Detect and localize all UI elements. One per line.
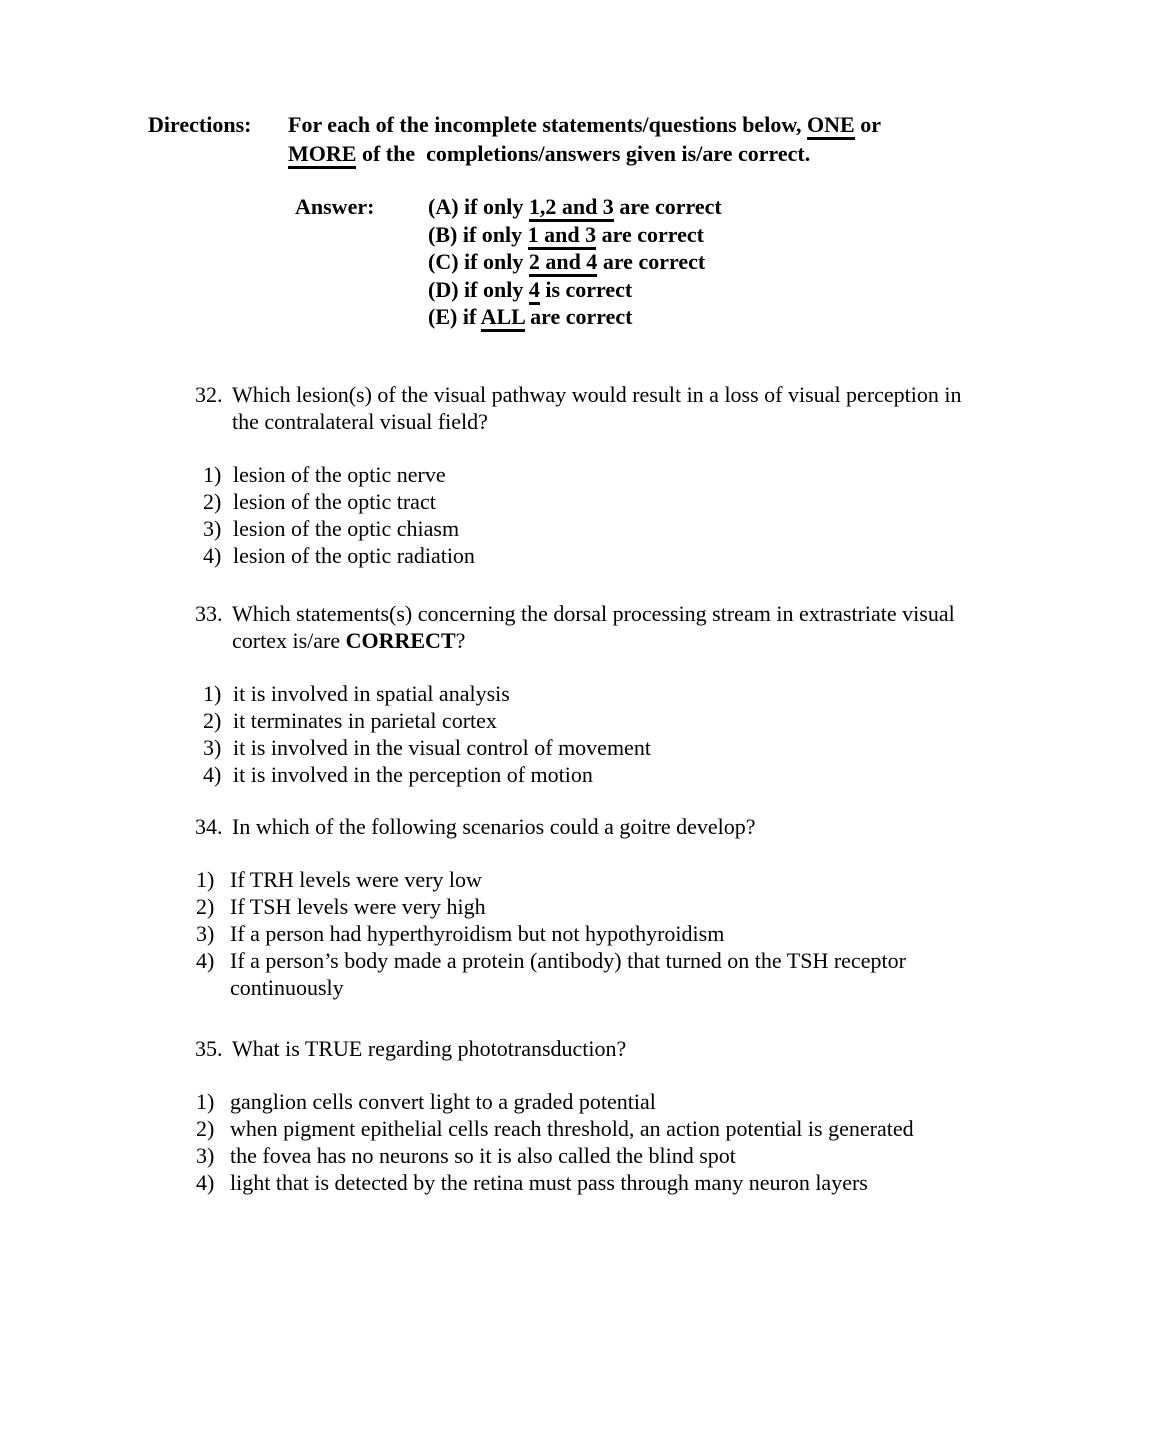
question-32 xyxy=(195,381,1035,569)
question-34-option-4 xyxy=(196,947,1035,1001)
answer-key-option-b xyxy=(428,221,722,249)
question-35-prompt xyxy=(232,1035,626,1062)
question-32-option-1 xyxy=(203,461,1035,488)
option-number: 2) xyxy=(203,708,222,733)
option-text: If TRH levels were very low xyxy=(230,867,482,892)
answer-key-option-d xyxy=(428,276,722,304)
option-text: If a person had hyperthyroidism but not hypothyroidism xyxy=(230,921,725,946)
question-32-heading xyxy=(195,381,1035,435)
answer-e-pre: (E) if xyxy=(428,304,481,329)
question-33-prompt-post: ? xyxy=(455,628,466,653)
option-text: lesion of the optic radiation xyxy=(233,543,475,568)
question-32-option-3 xyxy=(203,515,1035,542)
question-34-number: 34. xyxy=(195,814,223,839)
answer-e-underlined: ALL xyxy=(481,304,525,332)
option-text: the fovea has no neurons so it is also called the blind spot xyxy=(230,1143,736,1168)
answer-key-options xyxy=(428,193,722,331)
question-35-option-2 xyxy=(196,1115,1035,1142)
question-32-prompt-pre: Which lesion(s) of the visual pathway would result in a loss of visual perception in the contralateral visual field? xyxy=(232,382,968,434)
answer-b-pre: (B) if only xyxy=(428,221,528,247)
option-number: 2) xyxy=(196,894,215,919)
answer-d-underlined: 4 xyxy=(529,277,540,305)
question-33-option-2 xyxy=(203,707,1035,734)
directions-line1-underlined: ONE xyxy=(807,112,855,140)
question-33-number: 33. xyxy=(195,601,223,626)
directions-line2-post: of the completions/answers given is/are correct. xyxy=(356,141,811,166)
answer-d-pre: (D) if only xyxy=(428,276,529,302)
question-33-prompt xyxy=(232,600,987,654)
directions-line-2 xyxy=(288,139,978,168)
directions-text xyxy=(288,110,978,168)
option-number: 3) xyxy=(196,921,215,946)
question-35-options xyxy=(195,1088,1035,1196)
question-34-option-2 xyxy=(196,893,1035,920)
option-number: 4) xyxy=(203,543,222,568)
question-33 xyxy=(195,600,1035,788)
answer-a-post: are correct xyxy=(613,194,722,219)
answer-b-post: are correct xyxy=(596,221,704,247)
question-32-option-2 xyxy=(203,488,1035,515)
option-text: it is involved in the visual control of movement xyxy=(233,735,651,760)
answer-a-pre: (A) if only xyxy=(428,194,529,219)
option-number: 4) xyxy=(196,1170,215,1195)
option-number: 3) xyxy=(203,516,222,541)
answer-c-underlined: 2 and 4 xyxy=(529,249,597,277)
option-number: 1) xyxy=(203,681,222,706)
answer-a-underlined: 1,2 and 3 xyxy=(529,194,614,222)
option-text: lesion of the optic nerve xyxy=(233,462,446,487)
question-32-options xyxy=(195,461,1035,569)
question-35-prompt-pre: What is TRUE regarding phototransduction? xyxy=(232,1036,627,1061)
answer-e-post: are correct xyxy=(524,304,633,329)
answer-c-post: are correct xyxy=(597,249,706,274)
question-33-options xyxy=(195,680,1035,788)
question-33-option-4 xyxy=(203,761,1035,788)
option-text: light that is detected by the retina must pass through many neuron layers xyxy=(230,1170,868,1195)
option-number: 3) xyxy=(196,1143,215,1168)
question-34-prompt-pre: In which of the following scenarios could a goitre develop? xyxy=(232,814,756,839)
answer-key-block xyxy=(295,193,722,331)
question-33-option-3 xyxy=(203,734,1035,761)
question-35-option-4 xyxy=(196,1169,1035,1196)
option-text: it terminates in parietal cortex xyxy=(233,708,497,733)
option-number: 1) xyxy=(203,462,222,487)
question-33-prompt-bold: CORRECT xyxy=(345,628,456,653)
question-33-heading xyxy=(195,600,1035,654)
directions-line-1 xyxy=(288,110,978,139)
question-33-prompt-pre: Which statements(s) concerning the dorsal processing stream in extrastriate visual cortex is/are xyxy=(232,601,961,653)
question-35-option-3 xyxy=(196,1142,1035,1169)
option-text: If TSH levels were very high xyxy=(230,894,486,919)
question-34-options xyxy=(195,866,1035,1001)
option-number: 4) xyxy=(203,762,222,787)
answer-key-option-e xyxy=(428,303,722,331)
option-number: 3) xyxy=(203,735,222,760)
question-34-heading xyxy=(195,813,1035,840)
answer-key-label: Answer: xyxy=(295,194,375,219)
question-35-number: 35. xyxy=(195,1036,223,1061)
option-number: 2) xyxy=(196,1116,215,1141)
option-text: when pigment epithelial cells reach threshold, an action potential is generated xyxy=(230,1116,914,1141)
answer-key-option-c xyxy=(428,248,722,276)
option-number: 1) xyxy=(196,867,215,892)
answer-b-underlined: 1 and 3 xyxy=(528,222,596,250)
directions-block xyxy=(148,110,978,168)
answer-c-pre: (C) if only xyxy=(428,249,529,274)
question-34-option-3 xyxy=(196,920,1035,947)
answer-key-option-a xyxy=(428,193,722,221)
question-32-number: 32. xyxy=(195,382,223,407)
option-text: lesion of the optic tract xyxy=(233,489,436,514)
option-text: ganglion cells convert light to a graded potential xyxy=(230,1089,656,1114)
question-32-option-4 xyxy=(203,542,1035,569)
question-35 xyxy=(195,1035,1035,1196)
directions-line1-pre: For each of the incomplete statements/questions below, xyxy=(288,112,807,137)
question-34-prompt xyxy=(232,813,756,840)
option-text: If a person’s body made a protein (antibody) that turned on the TSH receptor continuously xyxy=(230,948,906,1000)
question-32-prompt xyxy=(232,381,987,435)
question-35-heading xyxy=(195,1035,1035,1062)
option-text: it is involved in spatial analysis xyxy=(233,681,510,706)
option-number: 4) xyxy=(196,948,215,973)
question-33-option-1 xyxy=(203,680,1035,707)
question-34 xyxy=(195,813,1035,1001)
option-number: 1) xyxy=(196,1089,215,1114)
answer-d-post: is correct xyxy=(539,276,633,302)
question-34-option-1 xyxy=(196,866,1035,893)
option-number: 2) xyxy=(203,489,222,514)
directions-label: Directions: xyxy=(148,112,252,137)
option-text: it is involved in the perception of motion xyxy=(233,762,593,787)
option-text: lesion of the optic chiasm xyxy=(233,516,460,541)
directions-line1-post: or xyxy=(854,112,881,137)
question-35-option-1 xyxy=(196,1088,1035,1115)
directions-line2-underlined: MORE xyxy=(288,141,356,169)
